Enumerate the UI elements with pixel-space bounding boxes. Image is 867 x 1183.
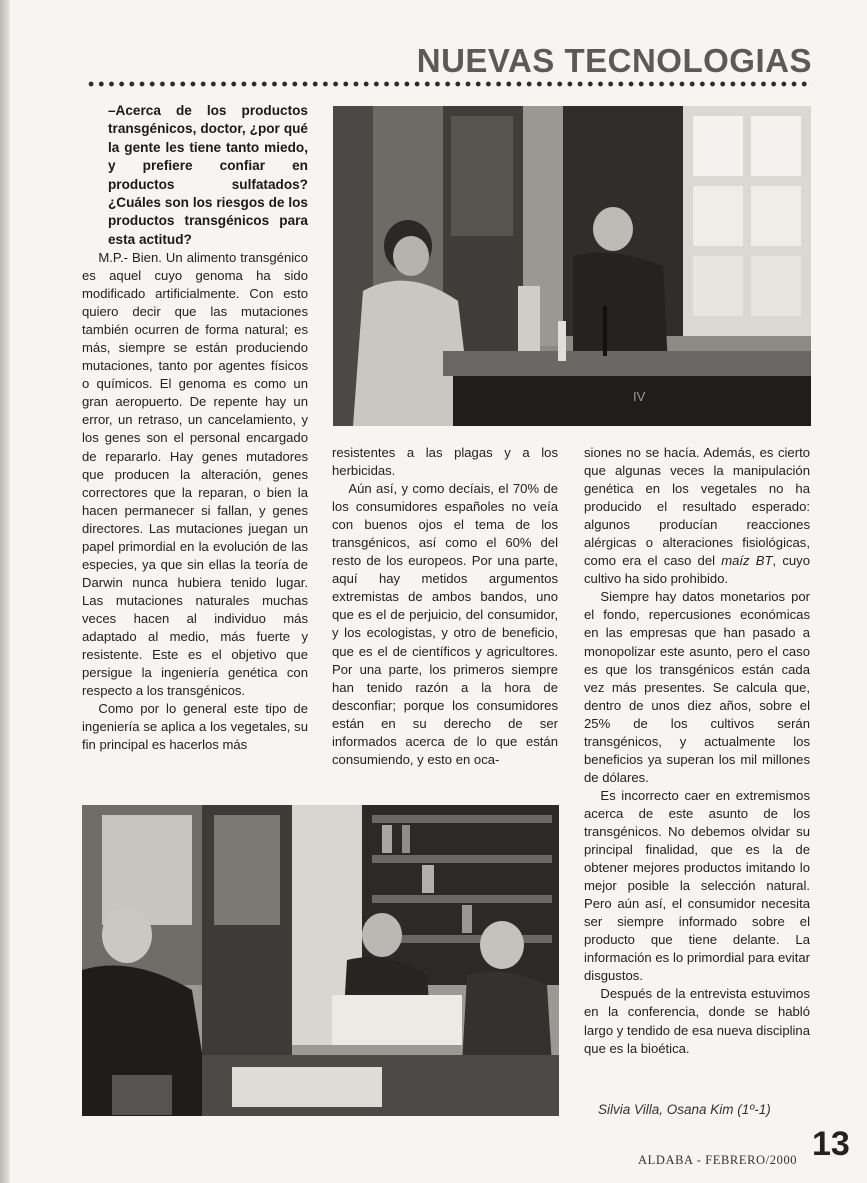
magazine-footer: ALDABA - FEBRERO/2000 bbox=[638, 1153, 798, 1167]
page-edge-shadow bbox=[0, 0, 10, 1183]
body-paragraph: Es incorrecto caer en extremismos acerca de este asunto de los transgénicos. No debemos olvidar su principal finalidad, que es la de obtener mejores productos imitando lo mejor posible la selección natural. Pero aún así, el consumidor necesita ser siempre informado sobre el producto que tiene delante. La información es lo primordial para evitar disgustos. bbox=[584, 787, 810, 984]
page-number: 13 bbox=[812, 1125, 850, 1163]
italic-term: maíz BT bbox=[721, 553, 773, 569]
text-column-3 bbox=[584, 444, 810, 1058]
photo-office-interview bbox=[82, 805, 559, 1116]
photo-conference-panel bbox=[333, 106, 811, 426]
continued-paragraph: resistentes a las plagas y a los herbicidas. bbox=[332, 445, 558, 479]
banner-text: IV bbox=[633, 389, 646, 404]
interview-question: –Acerca de los productos transgénicos, doctor, ¿por qué la gente les tiene tanto miedo, y prefiere confiar en productos sulfatados? ¿Cuáles son los riesgos de los productos transgénicos para esta actitud? bbox=[108, 103, 308, 247]
author-byline: Silvia Villa, Osana Kim (1º-1) bbox=[598, 1102, 771, 1117]
body-paragraph: Después de la entrevista estuvimos en la conferencia, donde se habló largo y tendido de esa nueva disciplina que es la bioética. bbox=[584, 986, 810, 1056]
continued-paragraph: siones no se hacía. Además, es cierto que algunas veces la manipulación genética en los vegetales no ha producido el resultado esperado: algunos producían reacciones alérgicas o alteraciones fisiológicas, como era el caso del maíz BT, cuyo cultivo ha sido prohibido. bbox=[584, 445, 810, 587]
body-paragraph: Aún así, y como decíais, el 70% de los consumidores españoles no veía con buenos ojos el tema de los transgénicos, así como el 60% del resto de los europeos. Por una parte, aquí hay metidos argumentos extremistas de ambos bandos, uno que es el de perjuicio, del consumidor, y los ecologistas, y otro de beneficio, que es el de científicos y agricultores. Por una parte, los primeros siempre han tenido razón a la hora de desconfiar; porque los consumidores están en su derecho de ser informados acerca de lo que están consumiendo, y esto en oca- bbox=[332, 481, 558, 767]
body-paragraph: Siempre hay datos monetarios por el fondo, repercusiones económicas en las empresas que han pasado a monopolizar este asunto, pero el caso es que los transgénicos están cada vez más presentes. Se calcula que, dentro de unos diez años, sobre el 25% de los cultivos serán transgénicos, y actualmente los beneficios ya superan los mil millones de dólares. bbox=[584, 589, 810, 785]
text-column-1 bbox=[82, 249, 308, 754]
text-column-2 bbox=[332, 444, 558, 769]
section-title: NUEVAS TECNOLOGIAS bbox=[416, 42, 812, 79]
answer-paragraph: Como por lo general este tipo de ingeniería se aplica a los vegetales, su fin principal es hacerlos más bbox=[82, 701, 308, 753]
answer-paragraph: M.P.- Bien. Un alimento transgénico es aquel cuyo genoma ha sido modificado artificialmente. Con esto quiero decir que las mutaciones también ocurren de forma natural; es más, siempre se están produciendo mutaciones, tanto por agentes físicos o químicos. El genoma es como un gran aeropuerto. De repente hay un error, un retraso, un cancelamiento, y los genes son el personal encargado de repararlo. Hay genes mutadores que producen la alteración, genes correctores que la reparan, o bien la hacen permanecer si fallan, y genes directores. Las mutaciones juegan un papel primordial en la evolución de las especies, ya que sin ellas la teoría de Darwin nunca hubiera tenido lugar. Las mutaciones naturales muchas veces hacen al individuo más adaptado al medio, más fuerte y resistente. Este es el objetivo que persigue la ingeniería genética con respecto a los transgénicos. bbox=[82, 250, 308, 699]
dotted-divider bbox=[86, 80, 812, 88]
